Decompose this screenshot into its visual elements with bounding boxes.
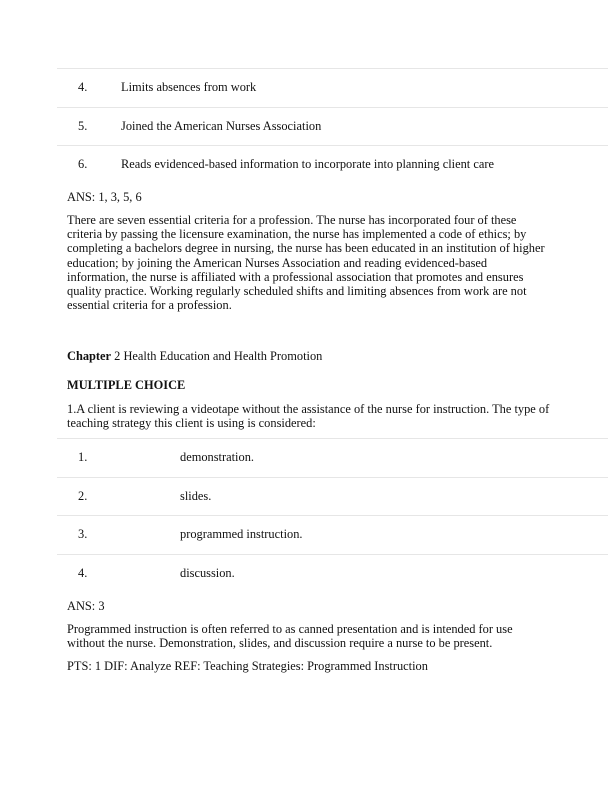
- question-stem: 1.A client is reviewing a videotape without the assistance of the nurse for instruction. The type of teaching strategy this client is using is considered:: [67, 402, 550, 431]
- option-row: [57, 438, 608, 477]
- rationale-text: There are seven essential criteria for a profession. The nurse has incorporated four of these criteria by passing the licensure examination, the nurse has implemented a code of ethics; by completing a bachelors degree in nursing, the nurse has been educated in an institution of higher education; by joining the American Nurses Association and reading evidenced-based information, the nurse is affiliated with a professional association that promotes and ensures quality practice. Working regularly scheduled shifts and limiting absences from work are not essential criteria for a profession.: [67, 213, 545, 313]
- option-row: [57, 477, 608, 516]
- answer-options-table-previous: [57, 68, 608, 184]
- option-number: 1.: [78, 450, 88, 464]
- option-row: [57, 554, 608, 593]
- option-number: 4.: [78, 80, 88, 94]
- option-number: 6.: [78, 157, 88, 172]
- option-text: demonstration.: [180, 450, 254, 464]
- option-text: Joined the American Nurses Association: [121, 118, 322, 133]
- option-text: slides.: [180, 488, 212, 503]
- chapter-heading: [67, 349, 547, 363]
- chapter-title: 2 Health Education and Health Promotion: [111, 349, 323, 363]
- chapter-label: Chapter: [67, 349, 112, 363]
- option-text: Limits absences from work: [121, 80, 257, 94]
- option-text: discussion.: [180, 566, 235, 581]
- answer-options-table: [57, 438, 608, 593]
- option-number: 3.: [78, 527, 88, 542]
- option-number: 5.: [78, 118, 88, 133]
- rationale-text: Programmed instruction is often referred to as canned presentation and is intended for use without the nurse. Demonstration, slides, and discussion require a nurse to be present.: [67, 622, 513, 651]
- answer-key: ANS: 3: [67, 599, 105, 613]
- option-text: programmed instruction.: [180, 527, 303, 542]
- section-heading: MULTIPLE CHOICE: [67, 378, 186, 392]
- option-number: 2.: [78, 488, 88, 503]
- option-row: [57, 515, 608, 554]
- option-row: [57, 68, 608, 107]
- option-row: [57, 107, 608, 146]
- option-number: 4.: [78, 566, 88, 581]
- option-text: Reads evidenced-based information to incorporate into planning client care: [121, 157, 494, 172]
- question-metadata: PTS: 1 DIF: Analyze REF: Teaching Strategies: Programmed Instruction: [67, 659, 428, 673]
- option-row: [57, 145, 608, 184]
- answer-key: ANS: 1, 3, 5, 6: [67, 190, 142, 204]
